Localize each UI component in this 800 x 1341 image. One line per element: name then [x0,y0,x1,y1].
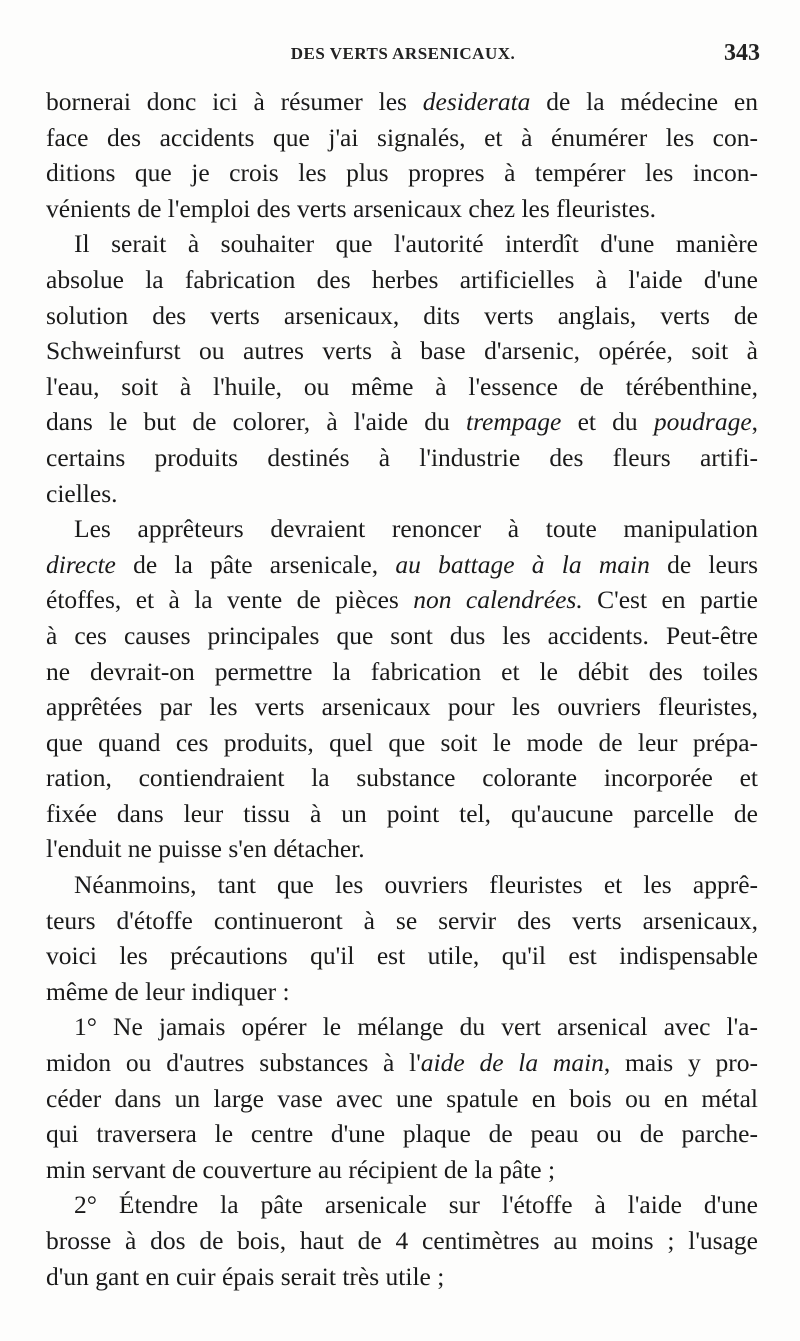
text-line [46,760,758,796]
text-span: C'est en partie [582,585,758,615]
text-line [46,831,758,867]
text-line [46,155,758,191]
text-line [46,867,758,903]
text-span: qui traversera le centre d'une plaque de peau ou de parche- [46,1119,758,1149]
text-line [46,226,758,262]
text-line [46,1187,758,1223]
text-span: 2° Étendre la pâte arsenicale sur l'étoffe à l'aide d'une [74,1190,758,1220]
text-line [46,1081,758,1117]
italic-text: desiderata [422,87,531,116]
text-span: face des accidents que j'ai signalés, et à énumérer les con- [46,122,758,152]
text-line [46,440,758,476]
text-line [46,974,758,1010]
text-span: bornerai donc ici à résumer les [46,87,423,116]
italic-text: poudrage [653,407,752,437]
text-span: min servant de couverture au récipient de la pâte ; [46,1154,556,1184]
text-span: 1° Ne jamais opérer le mélange du vert arsenical avec l'a- [74,1012,758,1042]
text-line [46,298,758,334]
text-span: cielles. [46,478,118,508]
text-span: Il serait à souhaiter que l'autorité interdît d'une manière [74,229,758,259]
text-line [46,582,758,618]
text-line [46,689,758,725]
text-span: que quand ces produits, quel que soit le mode de leur prépa- [46,727,758,757]
italic-text: non calendrées. [413,585,583,615]
text-span: de la médecine en [530,87,758,116]
text-line [46,369,758,405]
text-line [46,333,758,369]
text-line [46,476,758,512]
running-header [46,38,760,72]
text-span: ne devrait-on permettre la fabrication et le débit des toiles [46,656,758,686]
text-span: d'un gant en cuir épais serait très utile ; [46,1261,445,1291]
text-line [46,654,758,690]
text-span: dans le but de colorer, à l'aide du [46,407,466,437]
text-span: Schweinfurst ou autres verts à base d'arsenic, opérée, soit à [46,336,758,366]
text-line [46,1045,758,1081]
text-span: ditions que je crois les plus propres à tempérer les incon- [46,158,758,188]
text-line [46,725,758,761]
text-span: midon ou d'autres substances à l' [46,1048,421,1078]
text-span: Néanmoins, tant que les ouvriers fleuristes et les apprê- [74,870,758,900]
text-line [46,1223,758,1259]
page-number: 343 [724,40,760,66]
text-line [46,191,758,227]
text-span: fixée dans leur tissu à un point tel, qu'aucune parcelle de [46,798,758,828]
italic-text: aide de la main [420,1048,604,1078]
text-span: de la pâte arsenicale, [115,549,396,579]
text-line [46,404,758,440]
text-span: voici les précautions qu'il est utile, qu'il est indispensable [46,941,758,971]
italic-text: directe [46,549,116,579]
text-span: solution des verts arsenicaux, dits verts anglais, verts de [46,300,758,330]
text-span: l'enduit ne puisse s'en détacher. [46,834,365,864]
text-span: certains produits destinés à l'industrie des fleurs artifi- [46,442,758,472]
text-line [46,262,758,298]
text-line [46,511,758,547]
text-line [46,796,758,832]
italic-text: au battage à la main [395,549,650,579]
text-line [46,1009,758,1045]
text-span: à ces causes principales que sont dus les accidents. Peut-être [46,620,758,650]
text-span: céder dans un large vase avec une spatule en bois ou en métal [46,1083,758,1113]
text-line [46,84,758,120]
text-span: étoffes, et à la vente de pièces [46,585,414,615]
text-line [46,903,758,939]
text-span: , mais y pro- [603,1048,758,1078]
text-span: l'eau, soit à l'huile, ou même à l'essence de térébenthine, [46,371,758,401]
text-span: et du [561,407,654,437]
text-span: de leurs [649,549,758,579]
text-span: ration, contiendraient la substance colorante incorporée et [46,763,758,793]
text-span: teurs d'étoffe continueront à se servir des verts arsenicaux, [46,905,758,935]
text-line [46,938,758,974]
text-line [46,618,758,654]
text-line [46,547,758,583]
text-span: , [751,407,758,437]
text-line [46,1152,758,1188]
text-span: même de leur indiquer : [46,976,290,1006]
body-text [46,84,758,1294]
text-line [46,1116,758,1152]
text-span: Les apprêteurs devraient renoncer à toute manipulation [74,514,758,544]
text-span: absolue la fabrication des herbes artificielles à l'aide d'une [46,264,758,294]
text-span: apprêtées par les verts arsenicaux pour les ouvriers fleuristes, [46,692,758,722]
italic-text: trempage [465,407,562,437]
text-line [46,1259,758,1295]
text-span: vénients de l'emploi des verts arsenicaux chez les fleuristes. [46,193,657,223]
running-title: DES VERTS ARSENICAUX. [290,44,516,63]
text-line [46,120,758,156]
text-span: brosse à dos de bois, haut de 4 centimètres au moins ; l'usage [46,1226,758,1255]
